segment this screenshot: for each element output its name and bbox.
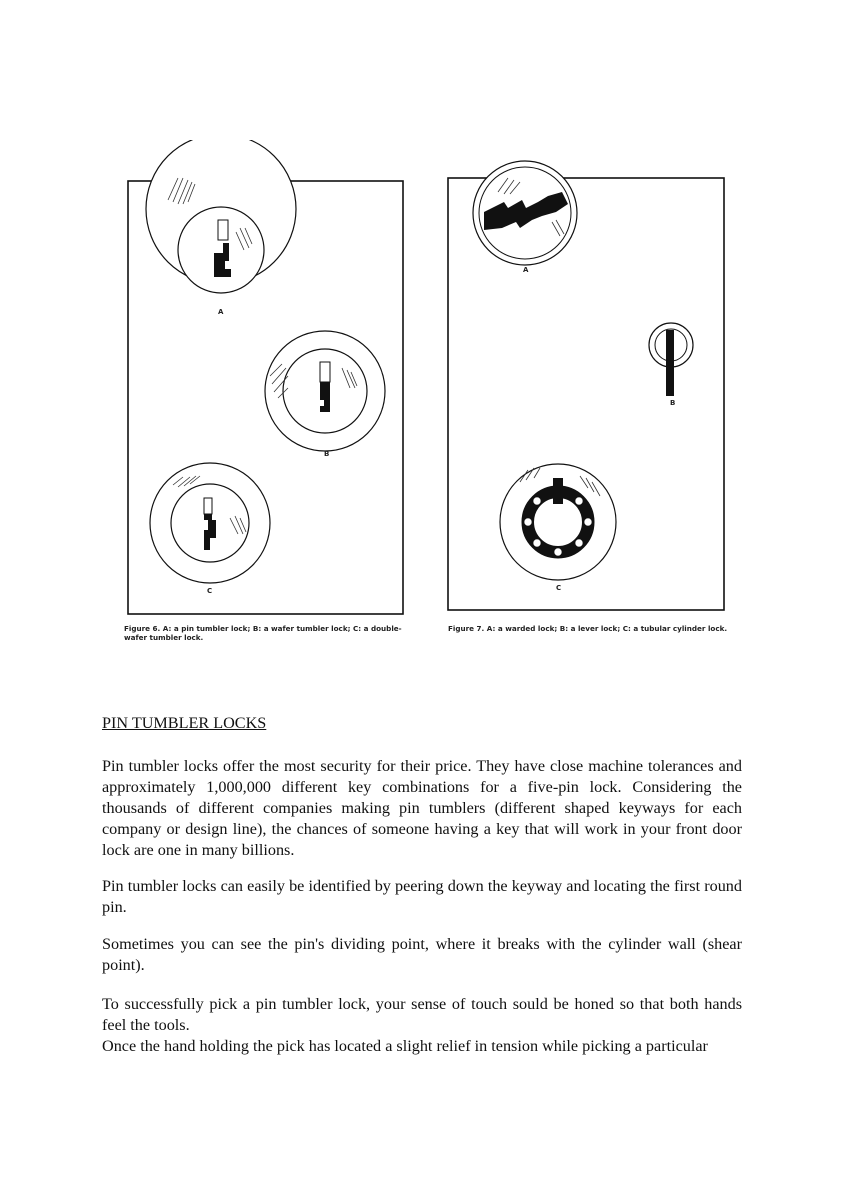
section-heading: PIN TUMBLER LOCKS [102, 714, 267, 732]
figure-7-label-a: A [523, 266, 529, 274]
paragraph-3-text: Sometimes you can see the pin's dividing point, where it breaks with the cylinder wall (shear point). [102, 935, 742, 974]
paragraph-4 [102, 994, 742, 1036]
paragraph-5-text: Once the hand holding the pick has located a slight relief in tension while picking a particular [102, 1037, 708, 1055]
figure-6-caption-text: Figure 6. A: a pin tumbler lock; B: a wafer tumbler lock; C: a double-wafer tumbler lock. [124, 624, 402, 642]
paragraph-1 [102, 756, 742, 861]
paragraph-3 [102, 934, 742, 976]
paragraph-4-text: To successfully pick a pin tumbler lock, your sense of touch sould be honed so that both hands feel the tools. [102, 995, 742, 1034]
paragraph-5 [102, 1036, 742, 1057]
figure-7-caption-text: Figure 7. A: a warded lock; B: a lever lock; C: a tubular cylinder lock. [448, 624, 728, 633]
paragraph-2-text: Pin tumbler locks can easily be identified by peering down the keyway and locating the first round pin. [102, 877, 742, 916]
paragraph-2 [102, 876, 742, 918]
paragraph-1-text: Pin tumbler locks offer the most security for their price. They have close machine tolerances and approximately 1,000,000 different key combinations for a five-pin lock. Considering the thousands of different companies making pin tumblers (different shaped keyways for each company or design line), the chances of someone having a key that will work in your front door lock are one in many billions. [102, 757, 742, 859]
figure-6-label-b: B [324, 450, 330, 458]
figure-7-label-c: C [556, 584, 562, 592]
figure-6-caption [124, 624, 409, 642]
figure-6-label-a: A [218, 308, 224, 316]
figure-7-illustration [440, 160, 740, 620]
figure-7-label-b: B [670, 399, 676, 407]
figure-7-caption [448, 624, 738, 633]
figure-7 [440, 160, 740, 620]
figure-6-label-c: C [207, 587, 213, 595]
figure-6-illustration [118, 140, 418, 620]
figure-6 [118, 140, 418, 620]
